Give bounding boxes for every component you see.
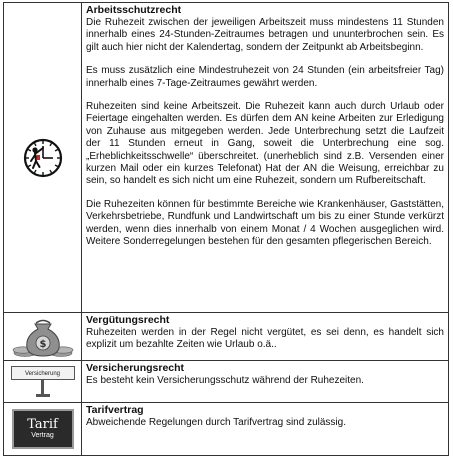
section-row-versicherungsrecht bbox=[4, 361, 449, 403]
section-row-tarifvertrag bbox=[4, 403, 449, 456]
icon-cell bbox=[4, 313, 82, 361]
tarif-badge-icon bbox=[12, 409, 74, 449]
paragraph: Abweichende Regelungen durch Tarifvertrag sind zulässig. bbox=[86, 417, 346, 428]
text-cell bbox=[82, 361, 449, 403]
icon-cell bbox=[4, 403, 82, 456]
document-table bbox=[3, 2, 449, 456]
paragraph: Ruhezeiten sind keine Arbeitszeit. Die Ruhezeit kann auch durch Urlaub oder Feiertage eingehalten werden. Es dürfen dem AN keine Arbeiten zur Erledigung von Zuhause aus mitgegeben werden. Jede Unterbrechung setzt die Laufzeit der 11 Stunden erneut in Gang, soweit die Unterbrechung eine sog. „Erheblichkeitsschwelle“ überschreitet. (unerheblich sind z.B. Versenden einer kurzen Mail oder ein kurzes Telefonat) Hat der AN die Weisung, erreichbar zu sein, so handelt es sich nicht um eine Ruhezeit, sondern um Rufbereitschaft. bbox=[86, 101, 444, 187]
text-cell bbox=[82, 313, 449, 361]
signpost-label: Versicherung bbox=[11, 366, 75, 380]
paragraph: Die Ruhezeiten können für bestimmte Bereiche wie Krankenhäuser, Gaststätten, Verkehrsbetriebe, Rundfunk und Landwirtschaft um bis zu einer Stunde verkürzt werden, wenn dies innerhalb von einem Monat / 4 Wochen ausgeglichen wird. Weitere Sonderregelungen bestehen für den gesamten pflegerischen Bereich. bbox=[86, 198, 444, 248]
section-title: Arbeitsschutzrecht bbox=[86, 4, 182, 16]
tarif-badge-label: Tarif bbox=[27, 417, 58, 432]
paragraph: Es muss zusätzlich eine Mindestruhezeit von 24 Stunden (ein arbeitsfreier Tag) innerhalb eines 7-Tage-Zeitraumes gewährt werden. bbox=[86, 65, 444, 89]
money-bag-icon bbox=[11, 316, 75, 358]
clock-man-icon bbox=[22, 137, 64, 179]
signpost-icon bbox=[11, 366, 75, 397]
section-title: Vergütungsrecht bbox=[86, 314, 170, 326]
text-cell bbox=[82, 403, 449, 456]
section-row-arbeitsschutzrecht bbox=[4, 3, 449, 313]
paragraph: Ruhezeiten werden in der Regel nicht vergütet, es sei denn, es handelt sich explizit um bezahlte Zeiten wie Urlaub o.ä.. bbox=[86, 327, 444, 351]
svg-text:$: $ bbox=[39, 338, 46, 350]
section-row-verguetungsrecht bbox=[4, 313, 449, 361]
paragraph: Es besteht kein Versicherungsschutz während der Ruhezeiten. bbox=[86, 375, 364, 386]
paragraph: Die Ruhezeit zwischen der jeweiligen Arbeitszeit muss mindestens 11 Stunden innerhalb eines 24-Stunden-Zeitraumes betragen und ununterbrochen sein. Es gilt auch hier nicht der Kalendertag, sondern der Zeitpunkt ab Arbeitsbeginn. bbox=[86, 17, 444, 53]
tarif-badge-sublabel: Vertrag bbox=[31, 432, 54, 439]
section-title: Tarifvertrag bbox=[86, 404, 144, 416]
section-title: Versicherungsrecht bbox=[86, 362, 185, 374]
icon-cell bbox=[4, 361, 82, 403]
icon-cell bbox=[4, 3, 82, 313]
text-cell bbox=[82, 3, 449, 313]
